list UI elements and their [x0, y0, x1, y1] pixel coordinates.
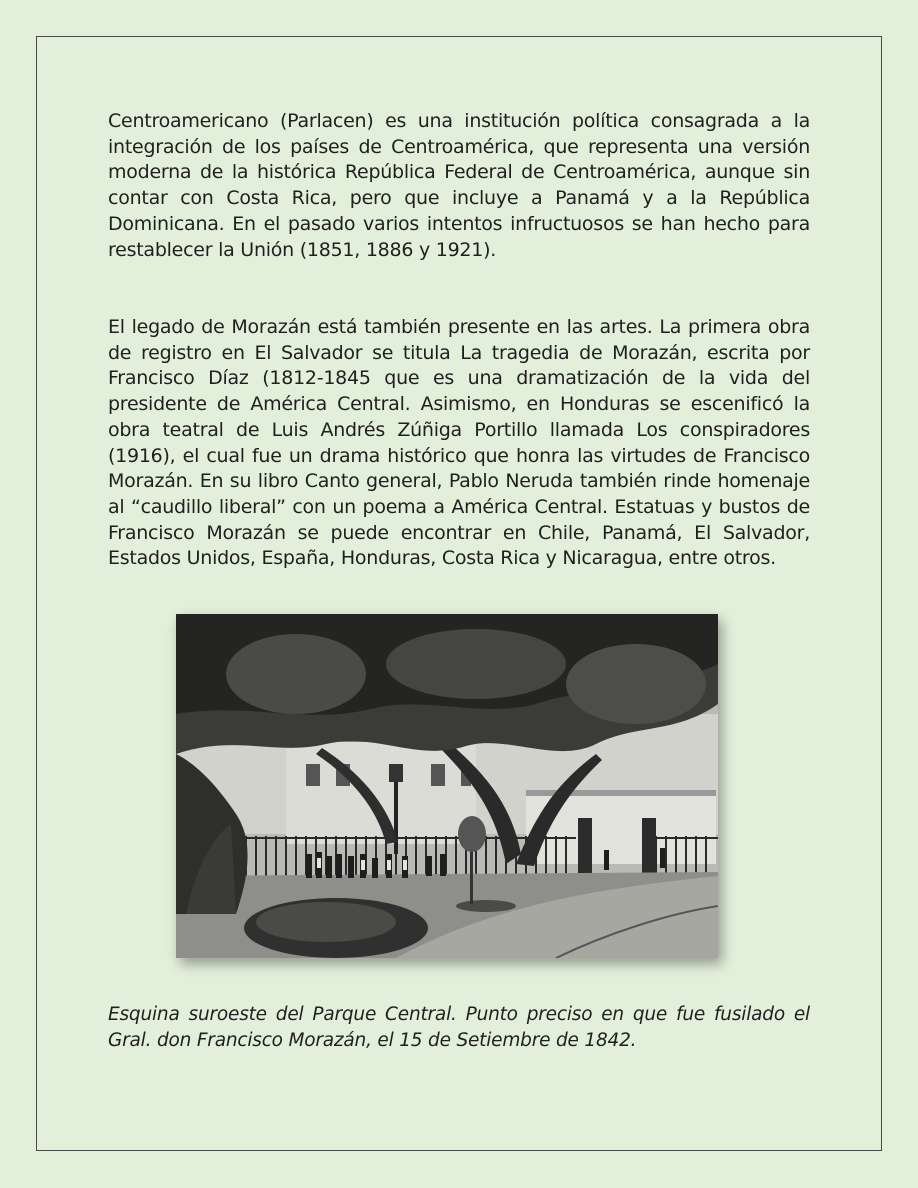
historic-photo-parque-central	[176, 614, 718, 958]
paragraph-parlacen: Centroamericano (Parlacen) es una institución política consagrada a la integración de los países de Centroamérica, que representa una versión moderna de la histórica República Federal de Centroamérica, aunque sin contar con Costa Rica, pero que incluye a Panamá y a la República Dominicana. En el pasado varios intentos infructuosos se han hecho para restablecer la Unión (1851, 1886 y 1921).	[108, 110, 810, 261]
paragraph-legado-morazan: El legado de Morazán está también presente en las artes. La primera obra de registro en El Salvador se titula La tragedia de Morazán, escrita por Francisco Díaz (1812-1845 que es una dramatización de la vida del presidente de América Central. Asimismo, en Honduras se escenificó la obra teatral de Luis Andrés Zúñiga Portillo llamada Los conspiradores (1916), el cual fue un drama histórico que honra las virtudes de Francisco Morazán. En su libro Canto general, Pablo Neruda también rinde homenaje al “caudillo liberal” con un poema a América Central. Estatuas y bustos de Francisco Morazán se puede encontrar en Chile, Panamá, El Salvador, Estados Unidos, España, Honduras, Costa Rica y Nicaragua, entre otros.	[108, 316, 810, 570]
photo-caption: Esquina suroeste del Parque Central. Punto preciso en que fue fusilado el Gral. don Francisco Morazán, el 15 de Setiembre de 1842.	[108, 1004, 810, 1051]
